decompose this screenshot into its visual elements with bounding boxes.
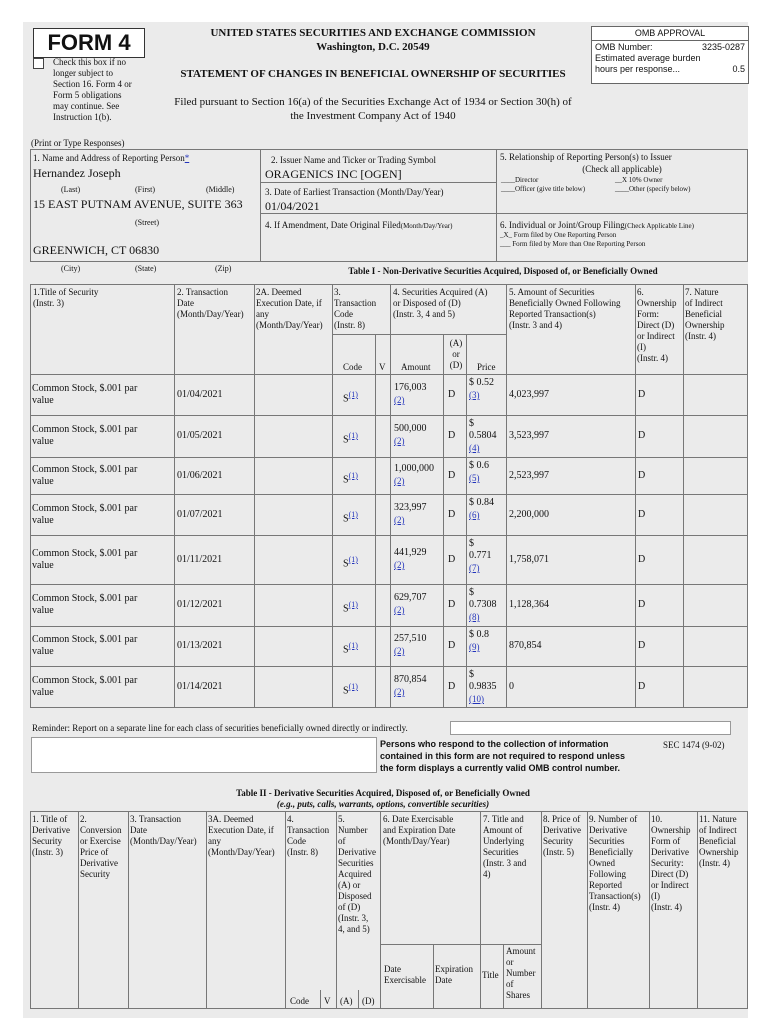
omb-approval-box xyxy=(591,26,749,84)
t2-code-subheader: Code xyxy=(290,996,309,1006)
t2-expiration-subheader: Expiration Date xyxy=(435,964,473,985)
footnote-link[interactable]: (1) xyxy=(348,471,358,480)
footnote-link[interactable]: (5) xyxy=(469,473,480,483)
t1-code-subheader: Code xyxy=(343,362,362,372)
footnote-link[interactable]: (7) xyxy=(469,563,480,573)
omb-hours-label: hours per response... xyxy=(595,64,681,74)
footnote-link[interactable]: (2) xyxy=(394,560,405,570)
reminder-text: Reminder: Report on a separate line for each class of securities beneficially owned directly or indirectly. xyxy=(32,723,408,733)
table-row-aord: D xyxy=(448,430,456,441)
agency-name: UNITED STATES SECURITIES AND EXCHANGE COMMISSION xyxy=(210,27,536,39)
omb-number-value: 3235-0287 xyxy=(701,42,745,52)
omb-number-label: OMB Number: xyxy=(595,42,653,52)
table-row-owned: 2,200,000 xyxy=(509,509,549,520)
table-row-price: $ 0.8 (9) xyxy=(469,629,489,652)
table-row-code: S$^{(1)}$ xyxy=(343,555,358,570)
table-row-title: Common Stock, $.001 par value xyxy=(32,675,138,698)
table-row-title: Common Stock, $.001 par value xyxy=(32,424,138,447)
t2-col-number-header: 5. Number of Derivative Securities Acquired (A) or Disposed of (D) (Instr. 3, 4, and 5) xyxy=(338,814,376,934)
t1-col-date-header: 2. Transaction Date (Month/Day/Year) xyxy=(177,287,244,319)
footnote-link[interactable]: (8) xyxy=(469,612,480,622)
table-row-title: Common Stock, $.001 par value xyxy=(32,593,138,616)
table-row-code: S$^{(1)}$ xyxy=(343,682,358,697)
table-row-date: 01/05/2021 xyxy=(177,430,223,441)
table-row-amount: 441,929 (2) xyxy=(394,547,427,570)
table-row-owned: 4,023,997 xyxy=(509,389,549,400)
footnote-link[interactable]: (2) xyxy=(394,436,405,446)
first-label: (First) xyxy=(135,185,155,194)
relationship-sub: (Check all applicable) xyxy=(582,164,662,174)
table-row-form: D xyxy=(638,470,646,481)
director-option[interactable]: ____Director xyxy=(501,176,539,184)
footnote-link[interactable]: (2) xyxy=(394,646,405,656)
table-row-price: $ 0.9835 (10) xyxy=(469,669,497,704)
t2-amount-subheader: Amount or Number of Shares xyxy=(506,946,536,1000)
footnote-link[interactable]: (1) xyxy=(348,390,358,399)
table-row-price: $ 0.84 (6) xyxy=(469,497,494,520)
footnote-link[interactable]: (1) xyxy=(348,641,358,650)
table-row-form: D xyxy=(638,640,646,651)
t2-v-subheader: V xyxy=(324,996,331,1006)
table-row-title: Common Stock, $.001 par value xyxy=(32,634,138,657)
footnote-link[interactable]: (1) xyxy=(348,682,358,691)
t2-col-date-header: 3. Transaction Date (Month/Day/Year) xyxy=(130,814,197,846)
table1-title: Table I - Non-Derivative Securities Acquired, Disposed of, or Beneficially Owned xyxy=(348,266,658,276)
t1-col-deemed-header: 2A. Deemed Execution Date, if any (Month/Day/Year) xyxy=(256,287,323,330)
omb-title: OMB APPROVAL xyxy=(592,27,748,41)
omb-burden-label: Estimated average burden xyxy=(595,53,701,63)
table-row-owned: 870,854 xyxy=(509,640,542,651)
table-row-owned: 2,523,997 xyxy=(509,470,549,481)
table-row-date: 01/14/2021 xyxy=(177,681,223,692)
city-label: (City) xyxy=(61,264,81,273)
omb-hours-value: 0.5 xyxy=(732,64,745,74)
table-row-date: 01/13/2021 xyxy=(177,640,223,651)
t1-col-owned-header: 5. Amount of Securities Beneficially Owned Following Reported Transaction(s) (Instr. 3 and 4) xyxy=(509,287,621,330)
table-row-form: D xyxy=(638,599,646,610)
issuer-value: ORAGENICS INC [OGEN] xyxy=(265,167,402,181)
agency-location: Washington, D.C. 20549 xyxy=(316,41,430,53)
t1-col-form-header: 6. Ownership Form: Direct (D) or Indirect (I) (Instr. 4) xyxy=(637,287,677,363)
footnote-link[interactable]: (4) xyxy=(469,443,480,453)
notice-box xyxy=(31,737,377,773)
table-row-price: $ 0.7308 (8) xyxy=(469,587,497,622)
state-label: (State) xyxy=(135,264,157,273)
footnote-link[interactable]: (6) xyxy=(469,510,480,520)
footnote-link[interactable]: (1) xyxy=(348,600,358,609)
officer-option[interactable]: ____Officer (give title below) xyxy=(501,185,586,193)
footnote-link[interactable]: (2) xyxy=(394,605,405,615)
t2-a-subheader: (A) xyxy=(340,996,353,1006)
footnote-link[interactable]: (1) xyxy=(348,555,358,564)
table-row-owned: 1,128,364 xyxy=(509,599,549,610)
footnote-link[interactable]: (2) xyxy=(394,515,405,525)
table-row-code: S$^{(1)}$ xyxy=(343,390,358,405)
sec-form-code: SEC 1474 (9-02) xyxy=(663,740,725,750)
t2-col-underlying-header: 7. Title and Amount of Underlying Securities (Instr. 3 and 4) xyxy=(483,814,527,879)
form-page xyxy=(23,22,748,1018)
t2-title-subheader: Title xyxy=(482,970,499,980)
table-row-form: D xyxy=(638,389,646,400)
table-row-aord: D xyxy=(448,554,456,565)
table-row-amount: 176,003 (2) xyxy=(394,382,427,405)
street-label: (Street) xyxy=(135,218,159,227)
t2-col-number-owned-header: 9. Number of Derivative Securities Beneficially Owned Following Reported Transaction(s) (Instr. 4) xyxy=(589,814,641,912)
table-row-owned: 3,523,997 xyxy=(509,430,549,441)
zip-label: (Zip) xyxy=(215,264,232,273)
table-row-code: S$^{(1)}$ xyxy=(343,510,358,525)
asterisk-link[interactable]: * xyxy=(184,153,190,163)
table-row-owned: 0 xyxy=(509,681,514,692)
footnote-link[interactable]: (1) xyxy=(348,510,358,519)
middle-label: (Middle) xyxy=(206,185,235,194)
ten-percent-owner-option[interactable]: __X 10% Owner xyxy=(615,176,663,184)
table-row-amount: 870,854 (2) xyxy=(394,674,427,697)
t2-date-exercisable-subheader: Date Exercisable xyxy=(384,964,426,985)
table-row-price: $ 0.52 (3) xyxy=(469,377,494,400)
street-address: 15 EAST PUTNAM AVENUE, SUITE 363 xyxy=(33,197,243,211)
t2-col-ownership-form-header: 10. Ownership Form of Derivative Security: Direct (D) or Indirect (I) (Instr. 4) xyxy=(651,814,691,912)
reporting-person-name: Hernandez Joseph xyxy=(33,166,121,180)
statement-title: STATEMENT OF CHANGES IN BENEFICIAL OWNERSHIP OF SECURITIES xyxy=(180,68,566,80)
table-row-aord: D xyxy=(448,389,456,400)
table-row-price: $ 0.771 (7) xyxy=(469,538,492,573)
issuer-label: 2. Issuer Name and Ticker or Trading Symbol xyxy=(271,155,436,165)
t1-aord-subheader: (A) or (D) xyxy=(449,338,463,370)
table-row-aord: D xyxy=(448,509,456,520)
relationship-label: 5. Relationship of Reporting Person(s) to Issuer xyxy=(500,152,672,162)
table2-subtitle: (e.g., puts, calls, warrants, options, convertible securities) xyxy=(276,799,490,809)
table-row-amount: 500,000 (2) xyxy=(394,423,427,446)
table-row-aord: D xyxy=(448,470,456,481)
filing-label: 6. Individual or Joint/Group Filing(Check Applicable Line) xyxy=(500,220,694,230)
earliest-date-label: 3. Date of Earliest Transaction (Month/Day/Year) xyxy=(265,187,444,197)
filed-multiple-persons-option[interactable]: ___ Form filed by More than One Reporting Person xyxy=(500,240,646,248)
t1-price-subheader: Price xyxy=(477,362,496,372)
table-row-date: 01/11/2021 xyxy=(177,554,223,565)
no-longer-subject-checkbox[interactable] xyxy=(33,58,44,69)
table-row-price: $ 0.6 (5) xyxy=(469,460,489,483)
table-row-amount: 323,997 (2) xyxy=(394,502,427,525)
table-row-title: Common Stock, $.001 par value xyxy=(32,548,138,571)
table-row-aord: D xyxy=(448,681,456,692)
filed-pursuant: Filed pursuant to Section 16(a) of the Securities Exchange Act of 1934 or Section 30(h) of the Investment Company Act of 1940 xyxy=(174,96,572,122)
reporting-person-label: 1. Name and Address of Reporting Person* xyxy=(33,153,190,163)
table-row-title: Common Stock, $.001 par value xyxy=(32,383,138,406)
table-row-code: S$^{(1)}$ xyxy=(343,471,358,486)
reminder-box xyxy=(450,721,731,735)
form-title: FORM 4 xyxy=(33,28,145,58)
t1-v-subheader: V xyxy=(379,362,386,372)
t1-col-nature-header: 7. Nature of Indirect Beneficial Ownership (Instr. 4) xyxy=(685,287,725,341)
table-row-date: 01/12/2021 xyxy=(177,599,223,610)
footnote-link[interactable]: (2) xyxy=(394,395,405,405)
footnote-link[interactable]: (9) xyxy=(469,642,480,652)
table-row-form: D xyxy=(638,430,646,441)
table-row-aord: D xyxy=(448,599,456,610)
footnote-link[interactable]: (3) xyxy=(469,390,480,400)
t2-col-conversion-header: 2. Conversion or Exercise Price of Derivative Security xyxy=(80,814,122,879)
t2-col-deemed-header: 3A. Deemed Execution Date, if any (Month/Day/Year) xyxy=(208,814,275,857)
other-option[interactable]: ____Other (specify below) xyxy=(615,185,691,193)
table-row-date: 01/04/2021 xyxy=(177,389,223,400)
amendment-label: 4. If Amendment, Date Original Filed(Month/Day/Year) xyxy=(265,220,453,230)
city-state-zip: GREENWICH, CT 06830 xyxy=(33,243,160,257)
t1-amount-subheader: Amount xyxy=(401,362,431,372)
footnote-link[interactable]: (10) xyxy=(469,694,484,704)
table-row-amount: 257,510 (2) xyxy=(394,633,427,656)
footnote-link[interactable]: (1) xyxy=(348,431,358,440)
last-label: (Last) xyxy=(61,185,81,194)
t1-col-title-header: 1.Title of Security (Instr. 3) xyxy=(33,287,99,308)
table-row-form: D xyxy=(638,509,646,520)
t1-col-securities-header: 4. Securities Acquired (A) or Disposed of (D) (Instr. 3, 4 and 5) xyxy=(393,287,488,319)
t2-col-code-header: 4. Transaction Code (Instr. 8) xyxy=(287,814,330,857)
t2-d-subheader: (D) xyxy=(362,996,375,1006)
table-row-amount: 1,000,000 (2) xyxy=(394,463,434,486)
table-row-form: D xyxy=(638,554,646,565)
table-row-code: S$^{(1)}$ xyxy=(343,641,358,656)
table-row-aord: D xyxy=(448,640,456,651)
table2-title: Table II - Derivative Securities Acquired, Disposed of, or Beneficially Owned xyxy=(236,788,530,798)
t2-col-exercisable-header: 6. Date Exercisable and Expiration Date (Month/Day/Year) xyxy=(383,814,456,846)
footnote-link[interactable]: (2) xyxy=(394,476,405,486)
t2-col-price-header: 8. Price of Derivative Security (Instr. 5) xyxy=(543,814,581,857)
table-row-title: Common Stock, $.001 par value xyxy=(32,464,138,487)
persons-notice: Persons who respond to the collection of information contained in this form are not required to respond unless the form displays a currently valid OMB control number. xyxy=(380,739,626,773)
table-row-amount: 629,707 (2) xyxy=(394,592,427,615)
filed-one-person-option[interactable]: _X_ Form filed by One Reporting Person xyxy=(500,231,617,239)
table-row-code: S$^{(1)}$ xyxy=(343,431,358,446)
print-note: (Print or Type Responses) xyxy=(31,138,125,148)
earliest-date-value: 01/04/2021 xyxy=(265,199,320,213)
table-row-title: Common Stock, $.001 par value xyxy=(32,503,138,526)
table-row-owned: 1,758,071 xyxy=(509,554,549,565)
table-row-date: 01/06/2021 xyxy=(177,470,223,481)
t1-col-code-header: 3. Transaction Code (Instr. 8) xyxy=(334,287,377,330)
table-row-date: 01/07/2021 xyxy=(177,509,223,520)
table-row-code: S$^{(1)}$ xyxy=(343,600,358,615)
t2-col-nature-header: 11. Nature of Indirect Beneficial Ownership (Instr. 4) xyxy=(699,814,739,868)
table-row-price: $ 0.5804 (4) xyxy=(469,418,497,453)
checkbox-text: Check this box if no longer subject to Section 16. Form 4 or Form 5 obligations may continue. See Instruction 1(b). xyxy=(53,57,132,122)
footnote-link[interactable]: (2) xyxy=(394,687,405,697)
table-row-form: D xyxy=(638,681,646,692)
t2-col-title-header: 1. Title of Derivative Security (Instr. 3) xyxy=(32,814,70,857)
